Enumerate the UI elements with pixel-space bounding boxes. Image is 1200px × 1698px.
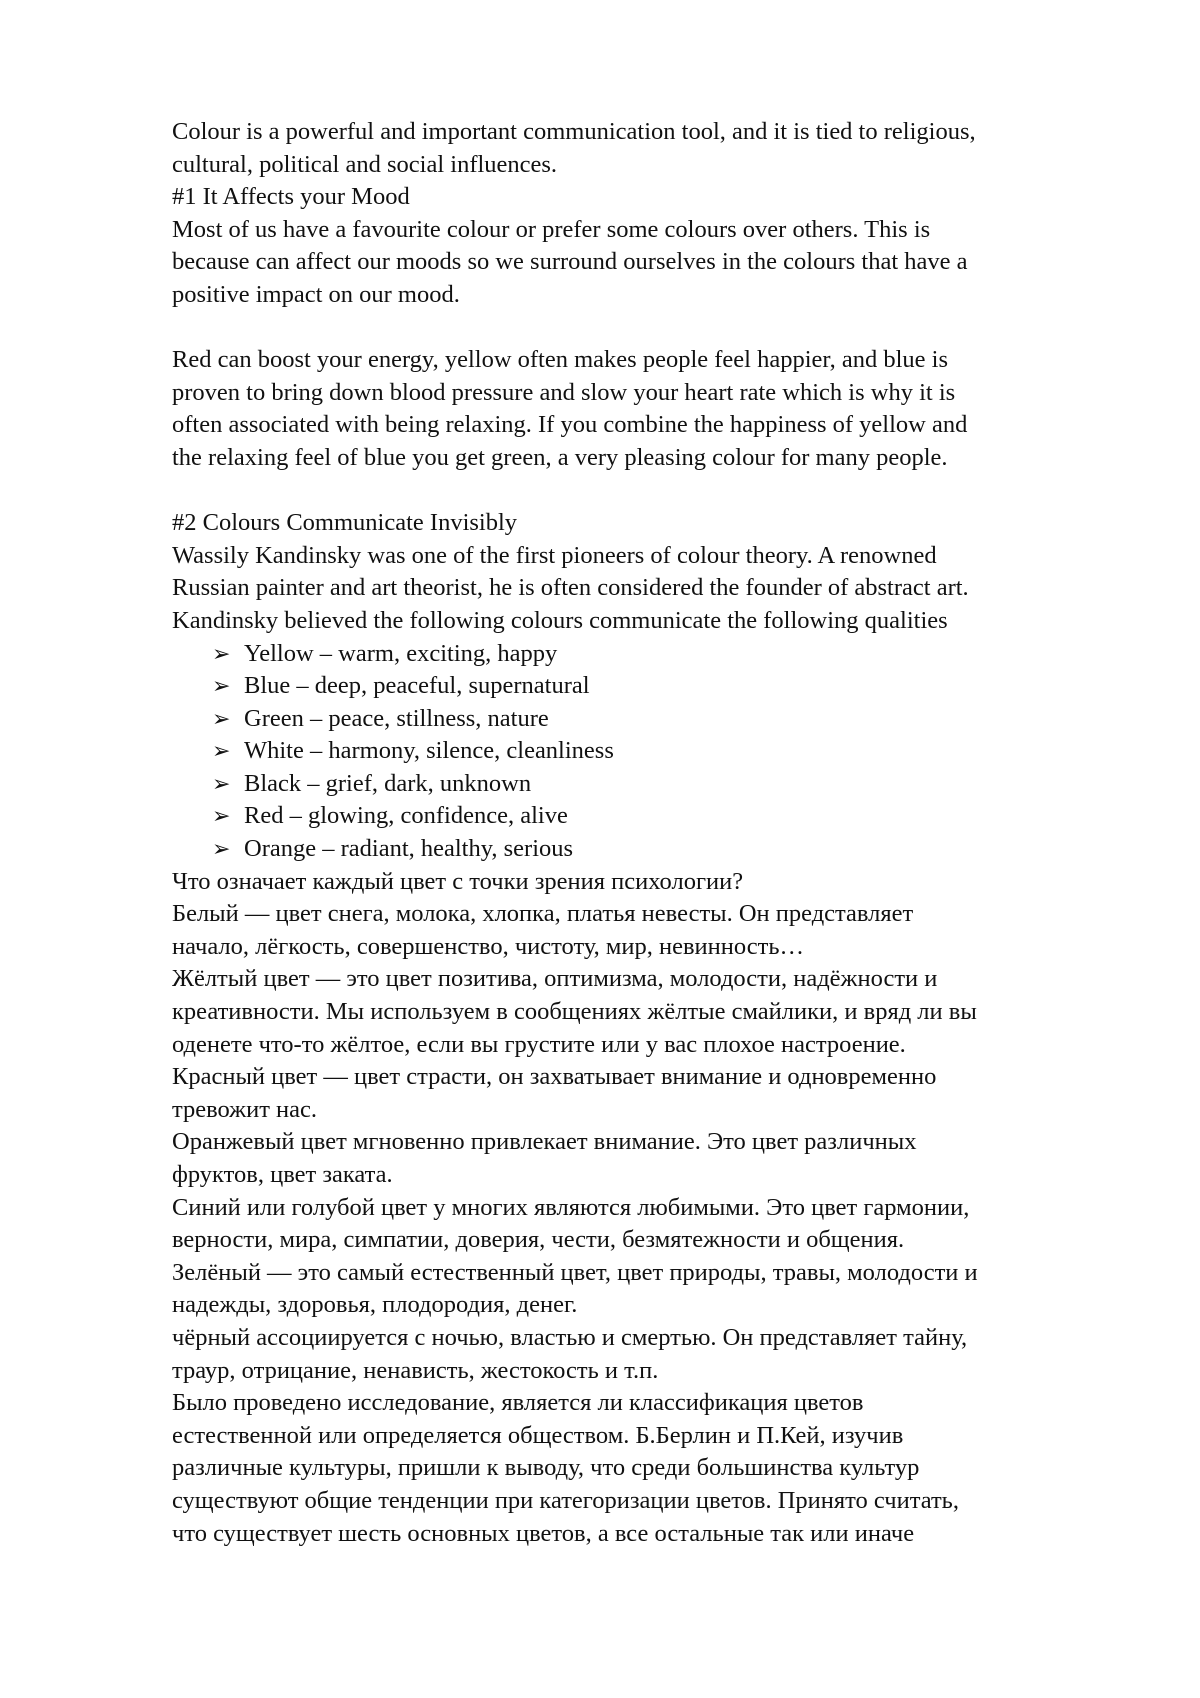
list-item-text: Yellow – warm, exciting, happy xyxy=(244,639,558,667)
list-item-text: Blue – deep, peaceful, supernatural xyxy=(244,672,590,700)
arrowhead-bullet-icon: ➢ xyxy=(212,705,231,731)
text-line: естественной или определяется обществом. Б.Берлин и П.Кей, изучив xyxy=(172,1421,904,1449)
text-line: Most of us have a favourite colour or prefer some colours over others. This is xyxy=(172,215,931,243)
list-item-text: Red – glowing, confidence, alive xyxy=(244,802,568,830)
section-heading: #2 Colours Communicate Invisibly xyxy=(172,509,518,537)
arrowhead-bullet-icon: ➢ xyxy=(212,738,231,764)
text-line: что существует шесть основных цветов, а все остальные так или иначе xyxy=(172,1519,915,1547)
text-line: существуют общие тенденции при категоризации цветов. Принято считать, xyxy=(172,1486,959,1514)
list-item xyxy=(212,670,1112,703)
text-line: proven to bring down blood pressure and slow your heart rate which is why it is xyxy=(172,378,956,406)
text-line: тревожит нас. xyxy=(172,1095,318,1123)
text-line: Wassily Kandinsky was one of the first pioneers of colour theory. A renowned xyxy=(172,541,937,569)
list-item xyxy=(212,768,1112,801)
text-line: чёрный ассоциируется с ночью, властью и смертью. Он представляет тайну, xyxy=(172,1323,968,1351)
text-line: верности, мира, симпатии, доверия, чести, безмятежности и общения. xyxy=(172,1226,905,1254)
text-line: надежды, здоровья, плодородия, денег. xyxy=(172,1291,578,1319)
text-line: Зелёный — это самый естественный цвет, цвет природы, травы, молодости и xyxy=(172,1258,978,1286)
list-item-text: Black – grief, dark, unknown xyxy=(244,769,532,797)
text-line: the relaxing feel of blue you get green, a very pleasing colour for many people. xyxy=(172,443,948,471)
section-heading: #1 It Affects your Mood xyxy=(172,183,410,211)
arrowhead-bullet-icon: ➢ xyxy=(212,803,231,829)
document-body xyxy=(172,116,1112,1550)
text-line: cultural, political and social influences. xyxy=(172,150,558,178)
text-line: Было проведено исследование, является ли классификация цветов xyxy=(172,1389,864,1417)
blank-line xyxy=(172,475,1112,508)
text-line: Белый — цвет снега, молока, хлопка, платья невесты. Он представляет xyxy=(172,900,914,928)
list-item-text: Orange – radiant, healthy, serious xyxy=(244,835,574,863)
list-item xyxy=(212,703,1112,736)
arrowhead-bullet-icon: ➢ xyxy=(212,770,231,796)
text-line: оденете что-то жёлтое, если вы грустите или у вас плохое настроение. xyxy=(172,1030,906,1058)
text-line: often associated with being relaxing. If you combine the happiness of yellow and xyxy=(172,411,968,439)
text-line: Оранжевый цвет мгновенно привлекает внимание. Это цвет различных xyxy=(172,1128,917,1156)
text-line: Kandinsky believed the following colours communicate the following qualities xyxy=(172,606,948,634)
arrowhead-bullet-icon: ➢ xyxy=(212,640,231,666)
text-line: Красный цвет — цвет страсти, он захватывает внимание и одновременно xyxy=(172,1063,937,1091)
text-line: because can affect our moods so we surround ourselves in the colours that have a xyxy=(172,248,968,276)
list-item xyxy=(212,735,1112,768)
text-line: Red can boost your energy, yellow often makes people feel happier, and blue is xyxy=(172,346,948,374)
text-line: фруктов, цвет заката. xyxy=(172,1161,393,1188)
list-item xyxy=(212,800,1112,833)
list-item xyxy=(212,833,1112,866)
list-item-text: Green – peace, stillness, nature xyxy=(244,704,549,732)
arrowhead-bullet-icon: ➢ xyxy=(212,836,231,862)
text-line: Russian painter and art theorist, he is often considered the founder of abstract art. xyxy=(172,574,969,602)
list-item xyxy=(212,638,1112,671)
text-line: различные культуры, пришли к выводу, что среди большинства культур xyxy=(172,1454,920,1482)
text-line: начало, лёгкость, совершенство, чистоту, мир, невинность… xyxy=(172,932,804,960)
arrowhead-bullet-icon: ➢ xyxy=(212,673,231,699)
text-line: траур, отрицание, ненависть, жестокость и т.п. xyxy=(172,1356,659,1384)
text-line: Colour is a powerful and important communication tool, and it is tied to religious, xyxy=(172,118,976,145)
blank-line xyxy=(172,312,1112,345)
text-line: креативности. Мы используем в сообщениях жёлтые смайлики, и вряд ли вы xyxy=(172,998,977,1026)
text-line: positive impact on our mood. xyxy=(172,280,460,308)
list-item-text: White – harmony, silence, cleanliness xyxy=(244,737,614,765)
text-line: Жёлтый цвет — это цвет позитива, оптимизма, молодости, надёжности и xyxy=(172,965,938,993)
text-line: Что означает каждый цвет с точки зрения психологии? xyxy=(172,867,744,895)
text-line: Синий или голубой цвет у многих являются любимыми. Это цвет гармонии, xyxy=(172,1193,970,1221)
bullet-list xyxy=(172,638,1112,866)
